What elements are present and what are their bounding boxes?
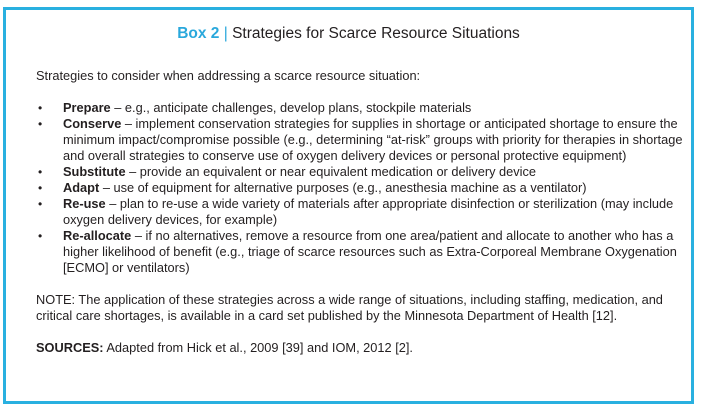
strategy-term: Conserve xyxy=(63,116,122,131)
strategy-term: Re-use xyxy=(63,196,106,211)
strategy-description: – provide an equivalent or near equivalent medication or delivery device xyxy=(125,164,537,179)
strategy-list xyxy=(36,100,686,276)
box-number: Box 2 xyxy=(177,25,220,42)
strategy-description: – implement conservation strategies for supplies in shortage or anticipated shortage to ensure the minimum impact/compromise possible (e.g., determining “at-risk” groups with priority for therapies in shortage and overall strategies to conserve use of oxygen delivery devices or personal protective equipment) xyxy=(63,116,683,163)
intro-text: Strategies to consider when addressing a scarce resource situation: xyxy=(36,68,421,83)
strategy-term: Re-allocate xyxy=(63,228,132,243)
strategy-description: – plan to re-use a wide variety of materials after appropriate disinfection or sterilization (may include oxygen delivery devices, for example) xyxy=(63,196,674,227)
strategy-description: – e.g., anticipate challenges, develop plans, stockpile materials xyxy=(110,100,472,115)
box-title-text: Strategies for Scarce Resource Situations xyxy=(232,25,520,42)
bullet-icon: • xyxy=(38,181,43,195)
list-item xyxy=(36,100,686,116)
bullet-icon: • xyxy=(38,165,43,179)
box-title xyxy=(6,24,691,44)
strategy-term: Prepare xyxy=(63,100,111,115)
bullet-icon: • xyxy=(38,101,43,115)
list-item xyxy=(36,164,686,180)
sources-line xyxy=(36,340,686,356)
strategy-term: Adapt xyxy=(63,180,100,195)
list-item xyxy=(36,116,686,164)
list-item xyxy=(36,228,686,276)
list-item xyxy=(36,196,686,228)
title-separator: | xyxy=(223,25,228,42)
strategy-description: – use of equipment for alternative purposes (e.g., anesthesia machine as a ventilator) xyxy=(99,180,587,195)
bullet-icon: • xyxy=(38,229,43,243)
box-content xyxy=(36,68,686,356)
sources-label: SOURCES: xyxy=(36,340,104,355)
strategy-description: – if no alternatives, remove a resource from one area/patient and allocate to another who has a higher likelihood of benefit (e.g., triage of scarce resources such as Extra-Corporeal Membrane Oxygenation [ECMO] or ventilators) xyxy=(63,228,677,275)
bullet-icon: • xyxy=(38,197,43,211)
strategy-term: Substitute xyxy=(63,164,126,179)
note-text: NOTE: The application of these strategies across a wide range of situations, including staffing, medication, and critical care shortages, is available in a card set published by the Minnesota Department of Health [12]. xyxy=(36,292,663,323)
list-item xyxy=(36,180,686,196)
bullet-icon: • xyxy=(38,117,43,131)
sources-text: Adapted from Hick et al., 2009 [39] and IOM, 2012 [2]. xyxy=(103,340,413,355)
strategies-box xyxy=(3,7,694,404)
